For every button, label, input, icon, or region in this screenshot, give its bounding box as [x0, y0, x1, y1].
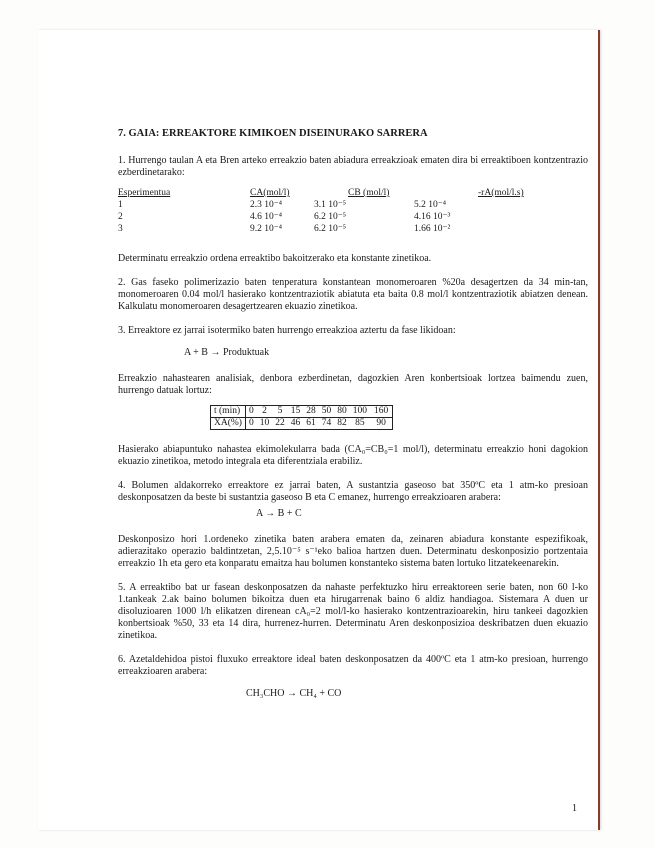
exp-cell: 2	[118, 212, 123, 222]
problem-3-intro: 3. Erreaktore ez jarrai isotermiko baten hurrengo erreakzioa aztertu da fase likidoan:	[118, 325, 456, 336]
exp-cell: 6.2 10⁻⁵	[314, 212, 347, 222]
problem-4-question: Deskonposizo hori 1.ordeneko zinetika baten arabera ematen da, zeinaren abiadura konstante espezifikoak, adierazitako operazio baldintzetan, 2,5.10⁻⁵ s⁻¹eko balioa hartzen duen. Determinatu deskonposizio portzentaia erreakzio 1h eta gero eta konparatu emaitza hau bolumen konstanteko sistema baten lortuko litzatekeenarekin.	[118, 534, 588, 569]
table-cell: 10	[257, 418, 273, 430]
exp-cell: 5.2 10⁻⁴	[414, 200, 447, 210]
exp-cell: 4.6 10⁻⁴	[250, 212, 283, 222]
table-cell: 82	[334, 418, 350, 430]
problem-2: 2. Gas faseko polimerizazio baten tenperatura konstantean monomeroaren %20a desagertzen da 34 min-tan, monomeroaren 0.04 mol/l hasierako kontzentraziotik abiatuta eta baita 0.8 mol/l kontzentraziotik abiatzen denean. Kalkulatu monomeroaren desagertzearen ekuazio zinetikoa.	[118, 277, 588, 312]
table-row	[211, 406, 393, 418]
chapter-title: 7. GAIA: ERREAKTORE KIMIKOEN DISEINURAKO SARRERA	[118, 128, 428, 139]
exp-cell: 3.1 10⁻⁵	[314, 200, 347, 210]
table-cell: 85	[350, 418, 370, 430]
exp-header-ca: CA(mol/l)	[250, 188, 290, 198]
exp-header-cb: CB (mol/l)	[348, 188, 390, 198]
time-label: t (min)	[211, 406, 246, 418]
page-number: 1	[572, 803, 577, 814]
problem-3-analysis: Erreakzio nahastearen analisiak, denbora ezberdinetan, dagozkien Aren konbertsioak lortzea baimendu zuen, hurrengo datuak lortuz:	[118, 373, 588, 396]
exp-cell: 2.3 10⁻⁴	[250, 200, 283, 210]
equation-2: A → B + C	[256, 508, 302, 519]
table-cell: 2	[257, 406, 273, 418]
exp-cell: 4.16 10⁻³	[414, 212, 451, 222]
table-cell: 15	[288, 406, 304, 418]
problem-1-intro: 1. Hurrengo taulan A eta Bren arteko erreakzio baten abiadura erreakzioak ematen dira bi erreaktiboen kontzentrazio ezberdinetarako:	[118, 155, 588, 178]
table-cell: 90	[370, 418, 393, 430]
table-cell: 22	[272, 418, 288, 430]
problem-4-intro: 4. Bolumen aldakorreko erreaktore ez jarrai baten, A sustantzia gaseoso bat 350ºC eta 1 atm-ko presioan deskonposatzen da beste bi sustantzia gaseoso B eta C emanez, hurrengo erreakzioaren arabera:	[118, 480, 588, 503]
table-cell: 5	[272, 406, 288, 418]
equation-3: CH₃CHO → CH₄ + CO	[246, 688, 342, 699]
document-page	[38, 30, 600, 830]
table-cell: 46	[288, 418, 304, 430]
table-cell: 61	[303, 418, 319, 430]
problem-5: 5. A erreaktibo bat ur fasean deskonposatzen da nahaste perfektuzko hiru erreaktoreen serie baten, non 60 l-ko 1.tankeak 2.ak baino bolumen bikoitza duen eta hirugarrenak baino 6 aldiz handiagoa. Sistemara A duen ur disoluzioaren 1000 l/h elikatzen direnean cA₀=2 mol/l-ko hasierako kontzentrazioarekin, hiru tankeei dagozkien konbertsioak %50, 33 eta 14 dira, hurrenez-hurren. Determinatu Aren deskonposizioa deskribatzen duen ekuazio zinetikoa.	[118, 582, 588, 641]
exp-cell: 3	[118, 224, 123, 234]
table-row	[211, 418, 393, 430]
exp-cell: 6.2 10⁻⁵	[314, 224, 347, 234]
page-content	[118, 128, 588, 700]
problem-3-question: Hasierako abiapuntuko nahastea ekimolekularra bada (CA₀=CB₀=1 mol/l), determinatu erreakzio honi dagokion ekuazio zinetikoa, metodo integrala eta diferentziala erabiliz.	[118, 444, 588, 467]
exp-header-esperimentua: Esperimentua	[118, 188, 171, 198]
table-cell: 0	[245, 406, 256, 418]
table-cell: 0	[245, 418, 256, 430]
table-cell: 160	[370, 406, 393, 418]
equation-1: A + B → Produktuak	[184, 347, 270, 358]
table-cell: 74	[319, 418, 335, 430]
exp-cell: 1	[118, 200, 123, 210]
table-cell: 100	[350, 406, 370, 418]
problem-1-question: Determinatu erreakzio ordena erreaktibo bakoitzerako eta konstante zinetikoa.	[118, 253, 432, 264]
table-cell: 28	[303, 406, 319, 418]
problem-6-intro: 6. Azetaldehidoa pistoi fluxuko erreaktore ideal baten deskonposatzen da 400ºC eta 1 atm-ko presioan, hurrengo erreakzioaren arabera:	[118, 654, 588, 677]
exp-header-ra: -rA(mol/l.s)	[478, 188, 524, 198]
table-cell: 80	[334, 406, 350, 418]
exp-cell: 9.2 10⁻⁴	[250, 224, 283, 234]
experiment-table	[118, 187, 588, 239]
conversion-table	[210, 405, 393, 430]
table-cell: 50	[319, 406, 335, 418]
conversion-label: XA(%)	[211, 418, 246, 430]
exp-cell: 1.66 10⁻²	[414, 224, 451, 234]
